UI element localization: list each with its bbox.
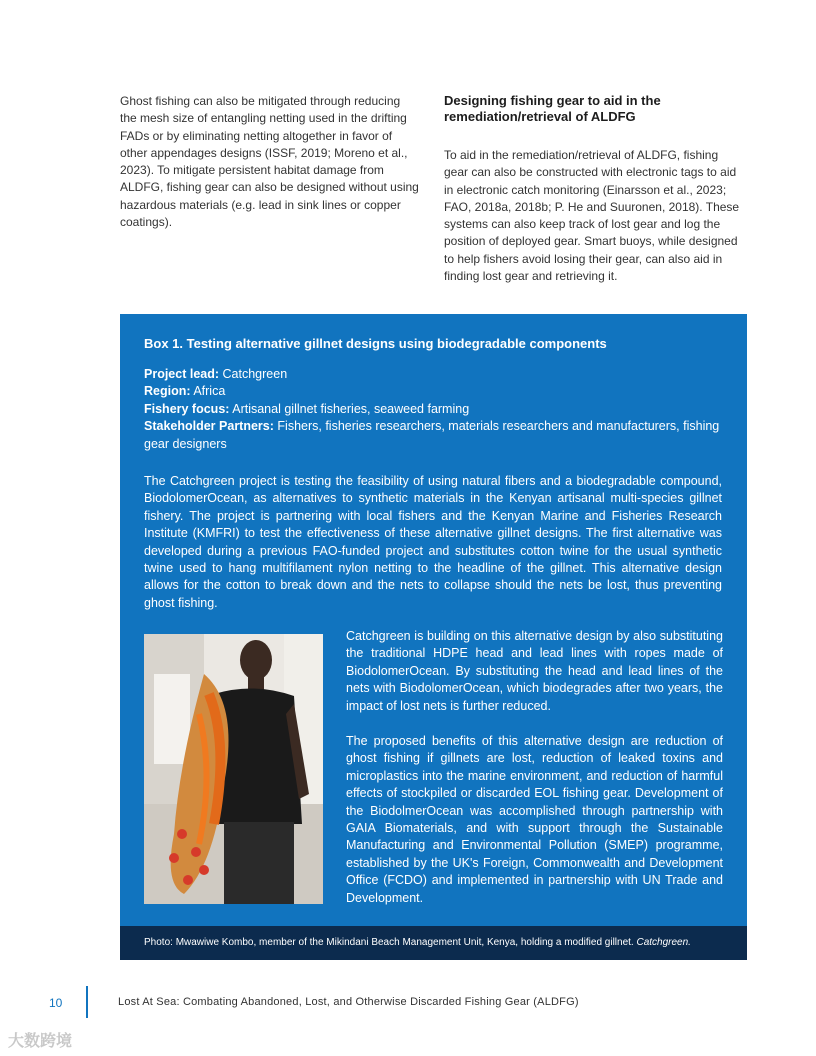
photo-caption xyxy=(144,937,691,949)
project-lead-label: Project lead: xyxy=(144,367,220,381)
case-study-box xyxy=(120,314,747,926)
right-column xyxy=(444,93,744,285)
fishery-focus-value: Artisanal gillnet fisheries, seaweed farming xyxy=(232,401,470,416)
region xyxy=(144,383,722,400)
region-value: Africa xyxy=(193,384,226,399)
box-right-text xyxy=(346,628,723,925)
fishery-focus xyxy=(144,401,722,418)
project-lead-value: Catchgreen xyxy=(222,367,288,381)
stakeholder-label: Stakeholder Partners: xyxy=(144,419,274,434)
box-paragraph-2: Catchgreen is building on this alternative design by also substituting the traditional HDPE head and lead lines with ropes made of BiodolomerOcean. By substituting the head and lead lines of the nets with BiodolomerOcean, which biodegrades after two years, the impact of lost nets is further reduced. xyxy=(346,629,723,713)
stakeholder-value: Fishers, fisheries researchers, materials researchers and manufacturers, fishing gear designers xyxy=(144,419,720,451)
caption-credit: Catchgreen. xyxy=(636,937,691,948)
section-heading: Designing fishing gear to aid in the remediation/retrieval of ALDFG xyxy=(444,93,661,124)
box-paragraph-3: The proposed benefits of this alternative design are reduction of ghost fishing if gillnets are lost, reduction of leaked toxins and microplastics into the marine environment, and reduction of harmful effects of stockpiled or discarded EOL fishing gear. Development of the BiodolmerOcean was accomplished through partnership with GAIA Biomaterials, and with support through the Sustainable Manufacturing and Environmental Pollution (SMEP) programme, established by the UK's Foreign, Commonwealth and Development Office (FCDO) and implemented in partnership with UN Trade and Development. xyxy=(346,734,723,905)
caption-text: Photo: Mwawiwe Kombo, member of the Mikindani Beach Management Unit, Kenya, holding a modified gillnet. xyxy=(144,937,634,948)
fisher-photo xyxy=(144,634,323,904)
footer-title: Lost At Sea: Combating Abandoned, Lost, and Otherwise Discarded Fishing Gear (ALDFG) xyxy=(118,996,579,1008)
photo-caption-bar xyxy=(120,926,747,960)
box-title: Box 1. Testing alternative gillnet designs using biodegradable components xyxy=(144,336,607,351)
region-label: Region: xyxy=(144,384,191,399)
stakeholder-partners xyxy=(144,418,722,453)
watermark: 大数跨境 xyxy=(8,1033,73,1050)
left-column xyxy=(120,93,420,231)
fishery-focus-label: Fishery focus: xyxy=(144,401,230,416)
left-paragraph: Ghost fishing can also be mitigated through reducing the mesh size of entangling netting used in the drifting FADs or by eliminating netting altogether in favor of other appendages designs (ISSF, 2019; Moreno et al., 2023). To mitigate persistent habitat damage from ALDFG, fishing gear can also be designed without using hazardous materials (e.g. lead in sink lines or copper coatings). xyxy=(120,94,419,230)
fisher-photo-illustration xyxy=(144,634,323,904)
page-number: 10 xyxy=(49,996,63,1010)
footer-divider xyxy=(86,986,88,1018)
box-content xyxy=(144,336,722,612)
project-lead xyxy=(144,366,722,383)
right-paragraph: To aid in the remediation/retrieval of ALDFG, fishing gear can also be constructed with electronic tags to aid in electronic catch monitoring (Einarsson et al., 2023; FAO, 2018a, 2018b; P. He and Suuronen, 2018). These systems can also keep track of lost gear and log the position of deployed gear. Smart buoys, while designed to help fishers avoid losing their gear, can also aid in finding lost gear and retrieving it. xyxy=(444,148,740,284)
box-paragraph-1: The Catchgreen project is testing the feasibility of using natural fibers and a biodegradable compound, BiodolomerOcean, as alternatives to synthetic materials in the Kenyan artisanal multi-species gillnet fishery. The project is partnering with local fishers and the Kenyan Marine and Fisheries Research Institute (KMFRI) to test the effectiveness of these alternative gillnet designs. The first alternative was developed during a previous FAO-funded project and substitutes cotton twine for the usual synthetic twine used to hang multifilament nylon netting to the headline of the gillnet. This alternative design allows for the cotton to break down and the nets to collapse should the nets be lost, thus preventing ghost fishing. xyxy=(144,474,722,610)
